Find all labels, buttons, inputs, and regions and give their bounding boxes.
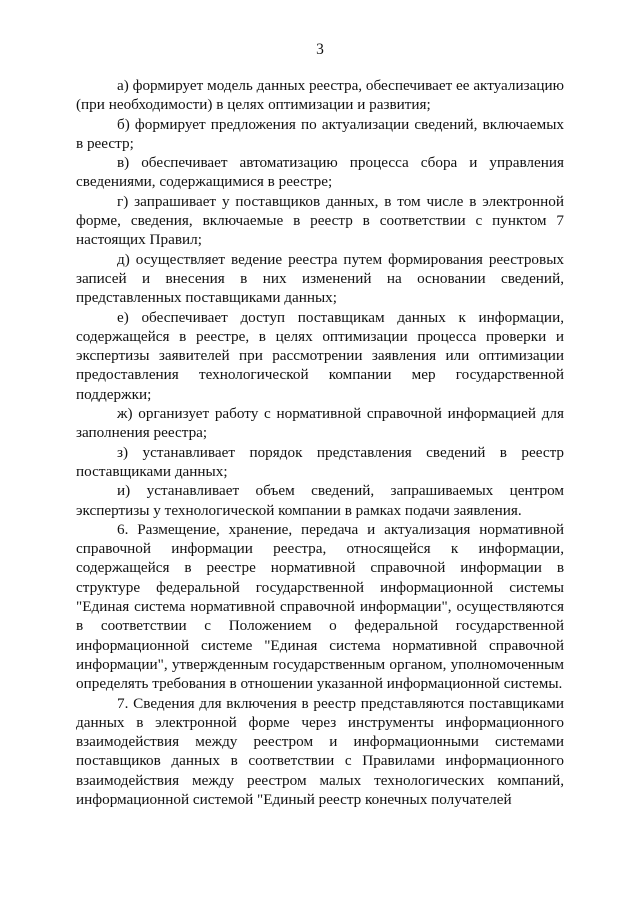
- paragraph-item-d: д) осуществляет ведение реестра путем формирования реестровых записей и внесения в них изменений на основании сведений, представленных поставщиками данных;: [76, 250, 564, 307]
- paragraph-item-i: и) устанавливает объем сведений, запрашиваемых центром экспертизы у технологической компании в рамках подачи заявления.: [76, 482, 564, 519]
- paragraph-item-e: е) обеспечивает доступ поставщикам данных к информации, содержащейся в реестре, в целях оптимизации процесса проверки и экспертизы заявителей при рассмотрении заявления или оптимизации предоставления технологической компании мер государственной поддержки;: [76, 308, 564, 403]
- page-number: 3: [316, 41, 324, 58]
- paragraph-item-v: в) обеспечивает автоматизацию процесса сбора и управления сведениями, содержащимися в реестре;: [76, 154, 564, 191]
- paragraph-item-g: г) запрашивает у поставщиков данных, в том числе в электронной форме, сведения, включаемые в реестр в соответствии с пунктом 7 настоящих Правил;: [76, 192, 564, 249]
- paragraph-item-a: а) формирует модель данных реестра, обеспечивает ее актуализацию (при необходимости) в целях оптимизации и развития;: [76, 77, 564, 114]
- paragraph-clause-6: 6. Размещение, хранение, передача и актуализация нормативной справочной информации реестра, относящейся к информации, содержащейся в реестре нормативной справочной информации в структуре федеральной государственной информационной системы "Единая система нормативной справочной информации", осуществляются в соответствии с Положением о федеральной государственной информационной системе "Единая система нормативной справочной информации", утвержденным государственным органом, уполномоченным определять требования в отношении указанной информационной системы.: [76, 520, 564, 693]
- paragraph-item-zh: ж) организует работу с нормативной справочной информацией для заполнения реестра;: [76, 405, 564, 442]
- paragraph-item-b: б) формирует предложения по актуализации сведений, включаемых в реестр;: [76, 115, 564, 152]
- paragraph-item-z: з) устанавливает порядок представления сведений в реестр поставщиками данных;: [76, 443, 564, 480]
- paragraph-clause-7: 7. Сведения для включения в реестр представляются поставщиками данных в электронной форме через инструменты информационного взаимодействия между реестром и информационными системами поставщиков данных в соответствии с Правилами информационного взаимодействия между реестром малых технологических компаний, информационной системой "Единый реестр конечных получателей: [76, 694, 564, 808]
- document-body: [76, 76, 564, 809]
